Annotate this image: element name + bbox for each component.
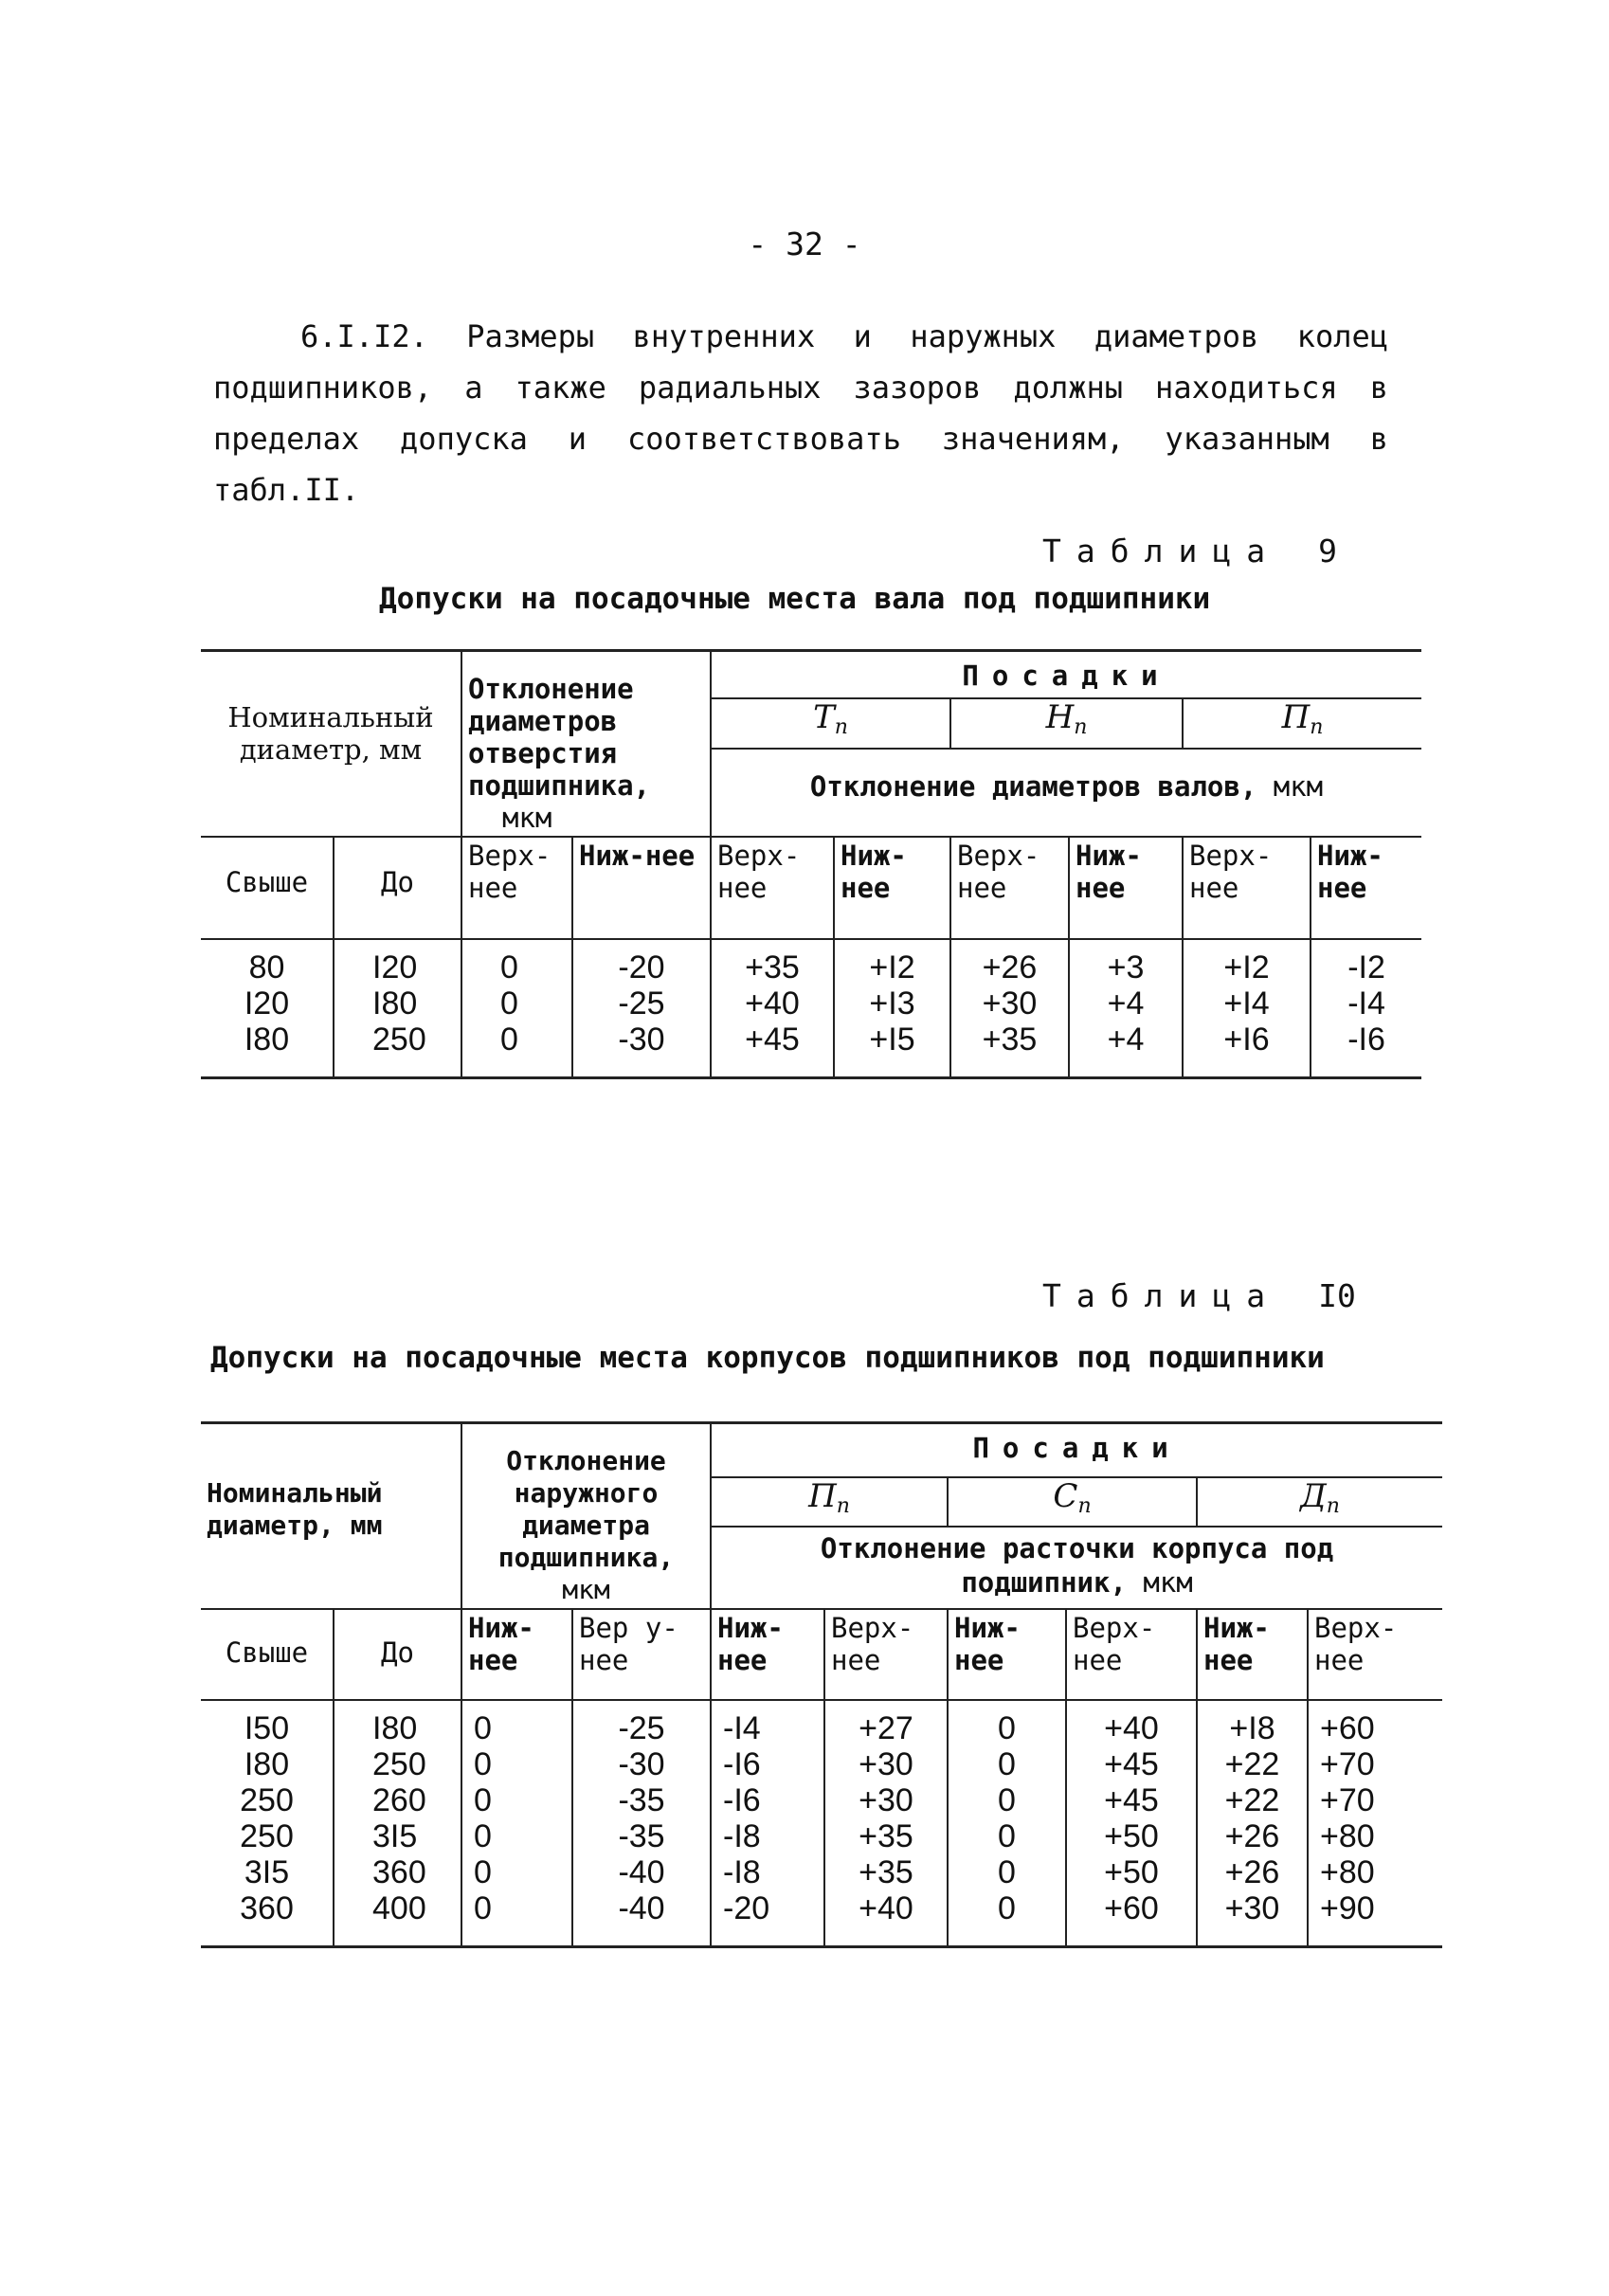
table-cell: 0 xyxy=(948,1818,1066,1854)
table-cell: 250 xyxy=(201,1782,334,1818)
table-cell: -40 xyxy=(572,1854,711,1890)
table-cell: -20 xyxy=(711,1890,824,1947)
table10-caption xyxy=(1042,1277,1356,1314)
table9-header-fits-deviation-text: Отклонение диаметров валов, xyxy=(809,769,1257,803)
table9-col-t-lower: Ниж-нее xyxy=(834,837,950,939)
table-cell: 0 xyxy=(948,1700,1066,1746)
table-cell: +45 xyxy=(1066,1746,1197,1782)
table-cell: +I8 xyxy=(1197,1700,1308,1746)
table-cell: I80 xyxy=(334,1700,461,1746)
table9-fit-h-letter: H xyxy=(1045,697,1075,736)
table10-header-deviation-unit: мкм xyxy=(562,1574,610,1605)
table-row xyxy=(201,1746,1442,1782)
table-cell: -30 xyxy=(572,1746,711,1782)
table10-col-d-upper: Верх-нее xyxy=(1308,1609,1442,1700)
table-cell: +35 xyxy=(711,939,834,985)
table-cell: I80 xyxy=(201,1021,334,1078)
table-cell: -35 xyxy=(572,1782,711,1818)
table-cell: 0 xyxy=(461,1782,572,1818)
table10-caption-number: I0 xyxy=(1318,1277,1356,1314)
table9-fit-p-sub: п xyxy=(1310,714,1324,739)
table-cell: 0 xyxy=(461,1746,572,1782)
table-row xyxy=(201,1854,1442,1890)
table-cell: 250 xyxy=(334,1746,461,1782)
table-cell: +I2 xyxy=(1183,939,1311,985)
table-cell: 0 xyxy=(461,985,572,1021)
table-cell: +I3 xyxy=(834,985,950,1021)
table-cell: 0 xyxy=(948,1782,1066,1818)
table-cell: +80 xyxy=(1308,1854,1442,1890)
table-cell: 400 xyxy=(334,1890,461,1947)
table-cell: -I8 xyxy=(711,1818,824,1854)
table9-header-deviation-text: Отклонение диаметров отверстия подшипника, xyxy=(468,673,651,802)
table-cell: 250 xyxy=(201,1818,334,1854)
table9-title: Допуски на посадочные места вала под подшипники xyxy=(379,582,1211,616)
table-cell: 0 xyxy=(461,1021,572,1078)
table-cell: +30 xyxy=(824,1782,948,1818)
table-row xyxy=(201,1782,1442,1818)
table-cell: +26 xyxy=(1197,1854,1308,1890)
table9-col-p-lower: Ниж-нее xyxy=(1311,837,1421,939)
table10-fit-s xyxy=(948,1477,1197,1527)
table9-caption xyxy=(1042,533,1337,569)
table-cell: -40 xyxy=(572,1890,711,1947)
table-cell: +35 xyxy=(824,1818,948,1854)
table10-col-s-upper: Верх-нее xyxy=(1066,1609,1197,1700)
table9-fit-p xyxy=(1183,698,1421,749)
table-cell: +40 xyxy=(711,985,834,1021)
table-cell: +50 xyxy=(1066,1854,1197,1890)
table-cell: +45 xyxy=(1066,1782,1197,1818)
table-cell: +I4 xyxy=(1183,985,1311,1021)
table-cell: +70 xyxy=(1308,1746,1442,1782)
table9-col-h-upper: Верх-нее xyxy=(950,837,1069,939)
table9-header-nominal: Номинальный диаметр, мм xyxy=(201,651,461,838)
table10-fit-s-sub: п xyxy=(1077,1493,1092,1518)
table10-col-over: Свыше xyxy=(201,1609,334,1700)
table9-fit-p-letter: П xyxy=(1281,697,1311,736)
table-cell: 360 xyxy=(201,1890,334,1947)
table-cell: +40 xyxy=(824,1890,948,1947)
table-cell: +60 xyxy=(1066,1890,1197,1947)
table9-col-to: До xyxy=(334,837,461,939)
table9-header-deviation xyxy=(461,651,711,838)
table-cell: +30 xyxy=(824,1746,948,1782)
table-cell: -I6 xyxy=(1311,1021,1421,1078)
table9-col-upper: Верх-нее xyxy=(461,837,572,939)
table10 xyxy=(201,1421,1442,1948)
table10-header-fits-deviation-text: Отклонение расточки корпуса под подшипник, xyxy=(820,1531,1334,1599)
table-cell: -I8 xyxy=(711,1854,824,1890)
table-cell: 0 xyxy=(461,1818,572,1854)
table10-header-deviation xyxy=(461,1423,711,1610)
table-cell: +35 xyxy=(950,1021,1069,1078)
table-cell: -I2 xyxy=(1311,939,1421,985)
table10-fit-d-sub: п xyxy=(1326,1493,1340,1518)
table10-col-p-lower: Ниж-нее xyxy=(711,1609,824,1700)
table-cell: -I4 xyxy=(711,1700,824,1746)
table-cell: -30 xyxy=(572,1021,711,1078)
table9-header-fits-deviation xyxy=(711,749,1421,837)
table9-col-h-lower: Ниж-нее xyxy=(1069,837,1183,939)
table9-caption-number: 9 xyxy=(1318,533,1337,569)
table-cell: I80 xyxy=(201,1746,334,1782)
table-cell: -20 xyxy=(572,939,711,985)
table10-col-upper: Вер у-нее xyxy=(572,1609,711,1700)
page-number: - 32 - xyxy=(748,226,861,262)
table-cell: +80 xyxy=(1308,1818,1442,1854)
table-cell: +30 xyxy=(950,985,1069,1021)
table9-col-over: Свыше xyxy=(201,837,334,939)
table-cell: 0 xyxy=(461,1854,572,1890)
table10-header-fits: Посадки xyxy=(711,1423,1442,1477)
table-cell: 0 xyxy=(461,1700,572,1746)
table9-col-p-upper: Верх-нее xyxy=(1183,837,1311,939)
table10-fit-s-letter: С xyxy=(1053,1476,1078,1515)
table-row xyxy=(201,985,1421,1021)
table10-fit-p xyxy=(711,1477,948,1527)
table-cell: +3 xyxy=(1069,939,1183,985)
table-cell: 3I5 xyxy=(334,1818,461,1854)
table-cell: I20 xyxy=(201,985,334,1021)
table10-col-p-upper: Верх-нее xyxy=(824,1609,948,1700)
table-cell: +26 xyxy=(950,939,1069,985)
table9-header-deviation-unit: мкм xyxy=(502,802,552,834)
table-row xyxy=(201,1021,1421,1078)
table-cell: +45 xyxy=(711,1021,834,1078)
table-cell: +22 xyxy=(1197,1782,1308,1818)
table-cell: +50 xyxy=(1066,1818,1197,1854)
table9-header-fits: Посадки xyxy=(711,651,1421,698)
table-cell: +60 xyxy=(1308,1700,1442,1746)
table-cell: 0 xyxy=(461,939,572,985)
table-cell: 260 xyxy=(334,1782,461,1818)
table-cell: 0 xyxy=(461,1890,572,1947)
table10-header-fits-deviation xyxy=(711,1527,1442,1609)
table10-header-nominal: Номинальный диаметр, мм xyxy=(201,1423,461,1610)
table-cell: 360 xyxy=(334,1854,461,1890)
table-cell: 0 xyxy=(948,1854,1066,1890)
table-cell: +4 xyxy=(1069,985,1183,1021)
table10-title: Допуски на посадочные места корпусов подшипников под подшипники xyxy=(210,1341,1325,1375)
table10-header-deviation-text: Отклонение наружного диаметра подшипника, xyxy=(497,1445,675,1573)
table10-fit-d xyxy=(1197,1477,1442,1527)
table10-fit-d-letter: Д xyxy=(1300,1476,1327,1515)
paragraph-6-1-12: 6.I.I2. Размеры внутренних и наружных диаметров колец подшипников, а также радиальных зазоров должны находиться в пределах допуска и соответствовать значениям, указанным в табл.II. xyxy=(213,318,1388,508)
table-cell: -35 xyxy=(572,1818,711,1854)
table-cell: -I6 xyxy=(711,1746,824,1782)
table10-fit-p-sub: п xyxy=(836,1493,850,1518)
table-cell: 0 xyxy=(948,1746,1066,1782)
table-cell: +27 xyxy=(824,1700,948,1746)
table-cell: +4 xyxy=(1069,1021,1183,1078)
table-cell: I50 xyxy=(201,1700,334,1746)
table-cell: +30 xyxy=(1197,1890,1308,1947)
table10-col-s-lower: Ниж-нее xyxy=(948,1609,1066,1700)
table-cell: +22 xyxy=(1197,1746,1308,1782)
table-row xyxy=(201,1700,1442,1746)
table9-fit-h-sub: п xyxy=(1074,714,1088,739)
table9-fit-h xyxy=(950,698,1183,749)
table-row xyxy=(201,1818,1442,1854)
table9-col-lower: Ниж-нее xyxy=(572,837,711,939)
table-cell: +90 xyxy=(1308,1890,1442,1947)
table-cell: +26 xyxy=(1197,1818,1308,1854)
table-cell: I20 xyxy=(334,939,461,985)
table10-header-fits-deviation-unit: мкм xyxy=(1143,1565,1193,1599)
table-cell: 250 xyxy=(334,1021,461,1078)
table-row xyxy=(201,1890,1442,1947)
table9-col-t-upper: Верх-нее xyxy=(711,837,834,939)
table-row xyxy=(201,939,1421,985)
table-cell: -I4 xyxy=(1311,985,1421,1021)
table9 xyxy=(201,649,1421,1079)
table-cell: -25 xyxy=(572,985,711,1021)
table10-col-lower: Ниж-нее xyxy=(461,1609,572,1700)
table10-col-to: До xyxy=(334,1609,461,1700)
table-cell: +I2 xyxy=(834,939,950,985)
table9-header-fits-deviation-unit: мкм xyxy=(1273,769,1324,803)
table-cell: I80 xyxy=(334,985,461,1021)
table-cell: 0 xyxy=(948,1890,1066,1947)
table-cell: +40 xyxy=(1066,1700,1197,1746)
table-cell: +I5 xyxy=(834,1021,950,1078)
table10-caption-label: Таблица xyxy=(1042,1277,1281,1314)
table-cell: +I6 xyxy=(1183,1021,1311,1078)
table9-fit-t-letter: T xyxy=(813,697,835,736)
table-cell: 80 xyxy=(201,939,334,985)
table-cell: -25 xyxy=(572,1700,711,1746)
table9-fit-t-sub: п xyxy=(834,714,848,739)
table9-fit-t xyxy=(711,698,950,749)
table9-caption-label: Таблица xyxy=(1042,533,1281,569)
table-cell: +70 xyxy=(1308,1782,1442,1818)
table-cell: 3I5 xyxy=(201,1854,334,1890)
table10-col-d-lower: Ниж-нее xyxy=(1197,1609,1308,1700)
table10-fit-p-letter: П xyxy=(808,1476,837,1515)
table-cell: -I6 xyxy=(711,1782,824,1818)
table-cell: +35 xyxy=(824,1854,948,1890)
